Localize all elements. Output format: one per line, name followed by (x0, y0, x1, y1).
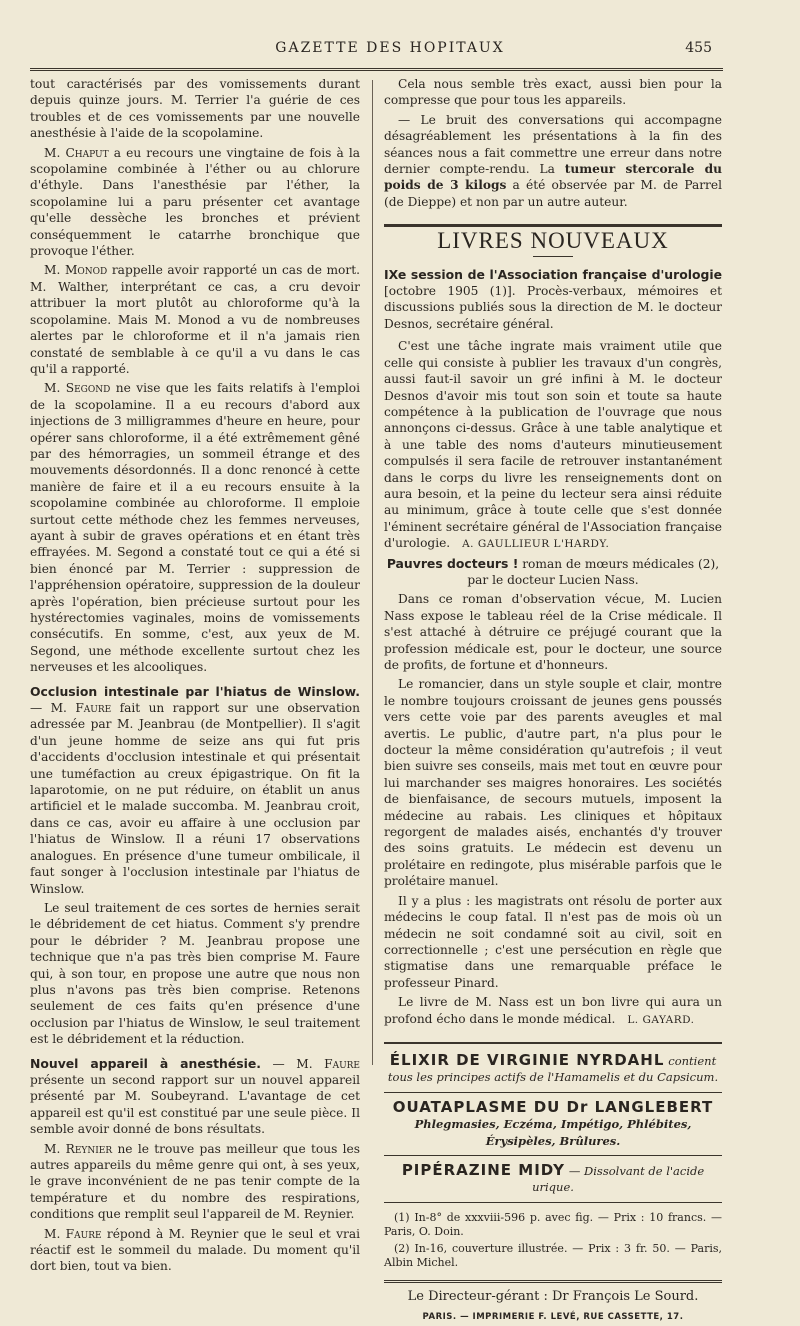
review-signature: A. GAULLIEUR L'HARDY. (462, 538, 610, 551)
author-name: Segond (65, 381, 111, 396)
paragraph (384, 112, 722, 210)
ad-divider (384, 1202, 722, 1203)
author-name: Reynier (65, 1141, 113, 1156)
paragraph-text: présente un second rapport sur un nouvel appareil présenté par M. Soubeyrand. L'avantage de cet appareil est qu'il est constitué par une seule pièce. Il semble avoir donné de bons résultats. (30, 1072, 360, 1137)
paragraph: tout caractérisés par des vomissements durant depuis quinze jours. M. Terrier l'a guérie de ces troubles et de ces vomissements par une nouvelle anesthésie à l'aide de la scopolamine. (30, 77, 360, 141)
ad-divider (384, 1092, 722, 1093)
footnote: (2) In-16, couverture illustrée. — Prix : 3 fr. 50. — Paris, Albin Michel. (384, 1241, 722, 1269)
paragraph-text: répond à M. Reynier que le seul et vrai réactif est le sommeil du malade. Du moment qu'il dort bien, tout va bien. (30, 1226, 360, 1274)
page-number: 455 (685, 40, 712, 56)
footer-rule (384, 1280, 722, 1283)
section-title-livres: LIVRES NOUVEAUX (384, 224, 722, 253)
printer-line: PARIS. — IMPRIMERIE F. LEVÉ, RUE CASSETTE, 17. (422, 1312, 684, 1323)
section-occlusion: Occlusion intestinale par l'hiatus de Winslow. — M. Faure fait un rapport sur une observation adressée par M. Jeanbrau (de Montpellier). Il s'agit d'un jeune homme de seize ans qui fut pris d'accidents d'occlusion intestinale et qui présentait une tuméfaction au creux épigastrique. On fit la laparotomie, on ne put réduire, on établit un anus artificiel et le malade succomba. M. Jeanbrau croit, dans ce cas, avoir eu affaire à une occlusion par l'hiatus de Winslow. Il a réuni 17 observations analogues. En présence d'une tumeur ombilicale, il faut songer à l'occlusion intestinale par l'hiatus de Winslow. (30, 683, 360, 896)
author-name: Monod (64, 263, 108, 278)
paragraph: Cela nous semble très exact, aussi bien pour la compresse que pour tous les appareils. (384, 77, 722, 108)
book-details: [octobre 1905 (1)]. Procès-verbaux, mémoires et discussions publiés sous la direction de M. le docteur Desnos, secrétaire général. (384, 284, 722, 331)
paragraph (384, 994, 722, 1028)
emphasis: tumeur stercorale du poids de 3 kilogs (384, 162, 722, 193)
director-line: Le Directeur-gérant : Dr François Le Sourd. (407, 1288, 699, 1304)
paragraph: M. Segond ne vise que les faits relatifs à l'emploi de la scopolamine. Il a eu recours d'abord aux injections de 3 milligrammes d'heure en heure, pour opérer sans chloroforme, il a été extrêmement gêné par des hémorragies, un sommeil étrange et des mouvements désordonnés. Il a donc renoncé à cette manière de faire et il a eu recours ensuite à la scopolamine combinée au chloroforme. Il emploie surtout cette méthode chez les femmes nerveuses, ayant à subir de graves opérations et en étant très effrayées. M. Segond a constaté tout ce qui a été si bien énoncé par M. Terrier : suppression de l'appréhension opératoire, suppression de la douleur après l'opération, bien précieuse surtout pour les hystérectomies vaginales, moins de vomissements consécutifs. En somme, c'est, aux yeux de M. Segond, une méthode excellente surtout chez les nerveuses et les alcooliques. (30, 381, 360, 675)
book-entry-urologie (384, 267, 722, 333)
footnotes (384, 1211, 722, 1270)
section-appareil: Nouvel appareil à anesthésie. — M. Faure présente un second rapport sur un nouvel appareil présenté par M. Soubeyrand. L'avantage de cet appareil est qu'il est constitué par une seule pièce. Il semble avoir donné de bons résultats. (30, 1055, 360, 1137)
ad-ouataplasme (384, 1099, 722, 1149)
ad-piperazine (384, 1162, 722, 1196)
journal-title: GAZETTE DES HOPITAUX (275, 40, 505, 56)
paragraph-text: Le livre de M. Nass est un bon livre qui aura un profond écho dans le monde médical. (384, 995, 722, 1026)
paragraph: M. Reynier ne le trouve pas meilleur que tous les autres appareils du même genre qui ont, à ses yeux, le grave inconvénient de ne pas tenir compte de la température et du nombre des respirations, conditions que remplit seul l'appareil de M. Reynier. (30, 1141, 361, 1222)
running-header (0, 40, 800, 62)
paragraph-text: a eu recours une vingtaine de fois à la scopolamine combinée à l'éther ou au chlorure d'éthyle. Dans l'anesthésie par l'éther, la scopolamine lui a paru présenter cet avantage qu'elle dessèche les bronches et prévient conséquemment le catarrhe bronchique que provoque l'éther. (30, 145, 360, 259)
ad-description: — Dissolvant de l'acide urique. (532, 1163, 705, 1195)
paragraph: Le romancier, dans un style souple et clair, montre le nombre toujours croissant de jeunes gens poussés vers cette voie par des parents aveugles et mal avertis. Le public, d'autre part, n'a plus pour le docteur la même considération qu'autrefois ; il veut bien suivre ses conseils, mais met tout en œuvre pour lui marchander ses maigres honoraires. Les sociétés de bienfaisance, de secours mutuels, imposent la médecine au rabais. Les cliniques et hôpitaux regorgent de malades aisés, enchantés d'y trouver des soins gratuits. Le médecin est devenu un prolétaire en redingote, plus misérable parfois que le prolétaire manuel. (384, 677, 722, 889)
author-name: Faure (324, 1056, 360, 1071)
paragraph: Le seul traitement de ces sortes de hernies serait le débridement de cet hiatus. Comment s'y prendre pour le débrider ? M. Jeanbrau propose une technique que n'a pas très bien comprise M. Faure qui, à son tour, en propose une autre que nous non plus n'avons pas très bien comprise. Retenons seulement de ces faits qu'en présence d'une occlusion par l'hiatus de Winslow, le seul traitement est le débridement et la réduction. (30, 900, 360, 1047)
right-column (384, 76, 722, 1326)
ad-product-name: PIPÉRAZINE MIDY (401, 1160, 565, 1179)
ad-tag: contient (668, 1053, 717, 1068)
paragraph-text: ne le trouve pas meilleur que tous les autres appareils du même genre qui ont, à ses yeux, le grave inconvénient de ne pas tenir compte de la température et du nombre des respirations, conditions que remplit seul l'appareil de M. Reynier. (30, 1141, 361, 1222)
book-title: IXe session de l'Association française d'urologie (384, 266, 722, 282)
paragraph: Il y a plus : les magistrats ont résolu de porter aux médecins le coup fatal. Il n'est pas de mois où un médecin ne soit condamné soit au civil, soit en correctionnelle ; c'est une persécution en règle que stigmatise dans une remarquable préface le professeur Pinard. (384, 893, 722, 990)
paragraph: M. Chaput a eu recours une vingtaine de fois à la scopolamine combinée à l'éther ou au chlorure d'éthyle. Dans l'anesthésie par l'éther, la scopolamine lui a paru présenter cet avantage qu'elle dessèche les bronches et prévient conséquemment le catarrhe bronchique que provoque l'éther. (30, 145, 360, 259)
book-details: roman de mœurs médicales (2), par le docteur Lucien Nass. (467, 556, 720, 587)
paragraph-text: fait un rapport sur une observation adressée par M. Jeanbrau (de Montpellier). Il s'agit d'un jeune homme de seize ans qui fut pris d'accidents d'occlusion intestinale et qui présentait une tuméfaction au creux épigastrique. On fit la laparotomie, on ne put réduire, on établit un anus artificiel et le malade succomba. M. Jeanbrau croit, dans ce cas, avoir eu affaire à une occlusion par l'hiatus de Winslow. Il a réuni 17 observations analogues. En présence d'une tumeur ombilicale, il faut songer à l'occlusion intestinale par l'hiatus de Winslow. (30, 701, 360, 896)
section-heading: Occlusion intestinale par l'hiatus de Winslow. (30, 683, 360, 699)
paragraph: Dans ce roman d'observation vécue, M. Lucien Nass expose le tableau réel de la Crise médicale. Il s'est attaché à détruire ce préjugé courant que la profession médicale est, pour le docteur, une source de profits, de fortune et d'honneurs. (384, 592, 722, 672)
book-entry-pauvres (384, 556, 722, 589)
left-column (30, 76, 360, 1278)
paragraph-text: C'est une tâche ingrate mais vraiment utile que celle qui consiste à publier les travaux d'un congrès, aussi faut-il savoir un gré infini à M. le docteur Desnos d'avoir mis tout son soin et toute sa haute compétence à la publication de l'ouvrage que nous annonçons ci-dessus. Grâce à une table analytique et à une table des noms d'auteurs minutieusement compulsés il sera facile de retrouver instantanément dans le corps du livre les renseignements dont on aura besoin, et la peine du lecteur sera ainsi réduite au minimum, grâce à toute celle que s'est donnée l'éminent secrétaire général de l'Association française d'urologie. (384, 339, 722, 551)
book-title: Pauvres docteurs ! (386, 555, 519, 571)
paragraph (384, 338, 722, 552)
ad-divider (384, 1155, 722, 1156)
footnote: (1) In-8° de xxxviii-596 p. avec fig. — Prix : 10 francs. — Paris, O. Doin. (384, 1210, 722, 1238)
author-name: Faure (65, 1226, 102, 1241)
title-rule (533, 256, 573, 257)
ad-product-name: ÉLIXIR DE VIRGINIE NYRDAHL (389, 1050, 665, 1069)
ad-product-name: OUATAPLASME DU Dr LANGLEBERT (392, 1097, 714, 1116)
ad-description: Phlegmasies, Eczéma, Impétigo, Phlébites, Érysipèles, Brûlures. (414, 1117, 692, 1148)
section-heading: Nouvel appareil à anesthésie. (30, 1055, 261, 1071)
paragraph-text: ne vise que les faits relatifs à l'emploi de la scopolamine. Il a eu recours d'abord aux injections de 3 milligrammes d'heure en heure, pour opérer sans chloroforme, il a été extrêmement gêné par des hémorragies, un sommeil étrange et des mouvements désordonnés. Il a donc renoncé à cette manière de faire et il a eu recours ensuite à la scopolamine combinée au chloroforme. Il emploie surtout cette méthode chez les femmes nerveuses, ayant à subir de graves opérations et en étant très effrayées. M. Segond a constaté tout ce qui a été si bien énoncé par M. Terrier : suppression de l'appréhension opératoire, suppression de la douleur après l'opération, bien précieuse surtout pour les hystérectomies vaginales, moins de vomissements consécutifs. En somme, c'est, aux yeux de M. Segond, une méthode excellente surtout chez les nerveuses et les alcooliques. (30, 381, 360, 675)
paragraph: M. Monod rappelle avoir rapporté un cas de mort. M. Walther, interprétant ce cas, a cru devoir attribuer la mort plutôt au chloroforme qu'à la scopolamine. Mais M. Monod a vu de nombreuses alertes par le chloroforme et il n'a jamais rien constaté de semblable à ce qu'il a vu dans le cas qu'il a rapporté. (30, 263, 360, 376)
review-signature: L. GAYARD. (627, 1013, 695, 1026)
paragraph: M. Faure répond à M. Reynier que le seul et vrai réactif est le sommeil du malade. Du moment qu'il dort bien, tout va bien. (30, 1226, 360, 1274)
advertisements (384, 1042, 722, 1203)
paragraph-text: a été observée par M. de Parrel (de Dieppe) et non par un autre auteur. (384, 178, 722, 209)
paragraph-text: — Le bruit des conversations qui accompagne désagréablement les présentations à la fin des séances nous a fait commettre une erreur dans notre dernier compte-rendu. La (384, 112, 722, 177)
ad-description: tous les principes actifs de l'Hamamelis et du Capsicum. (387, 1070, 719, 1085)
author-name: Chaput (65, 145, 109, 160)
column-divider (372, 80, 373, 1065)
author-name: Faure (75, 701, 112, 716)
header-rule (30, 68, 723, 71)
paragraph-text: rappelle avoir rapporté un cas de mort. M. Walther, interprétant ce cas, a cru devoir attribuer la mort plutôt au chloroforme qu'à la scopolamine. Mais M. Monod a vu de nombreuses alertes par le chloroforme et il n'a jamais rien constaté de semblable à ce qu'il a vu dans le cas qu'il a rapporté. (30, 263, 360, 376)
ad-elixir (384, 1052, 722, 1086)
